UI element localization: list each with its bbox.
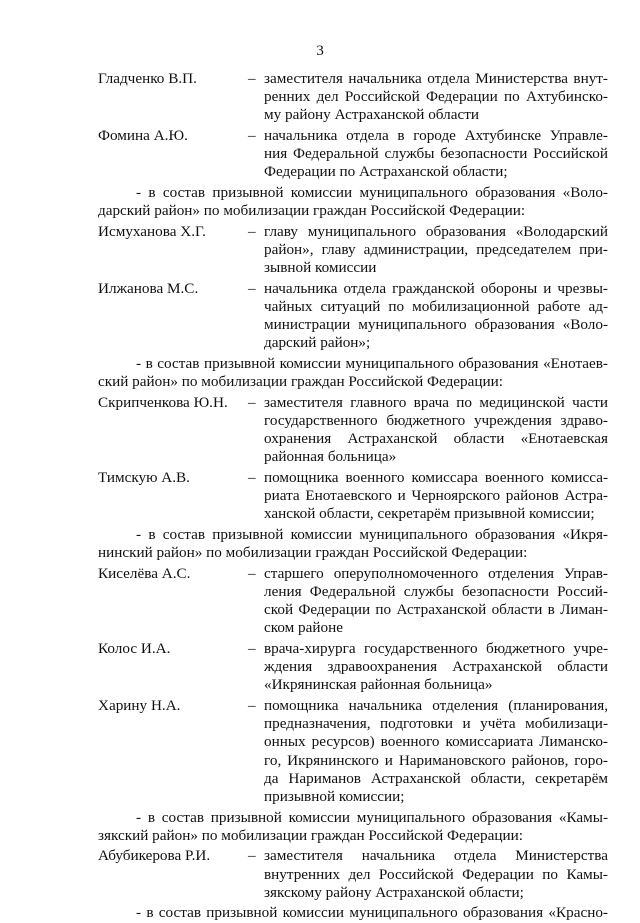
member-description (264, 469, 608, 524)
text-line: зякскому району Астраханской области; (264, 883, 524, 901)
text-line: заместителя главного врача по медицинской части (264, 393, 608, 411)
text-line: - в состав призывной комиссии муниципального образования «Камы- (136, 808, 608, 826)
dash-separator: – (248, 640, 256, 657)
dash-separator: – (248, 70, 256, 87)
text-line: внутренних дел Российской Федерации по Камы- (264, 865, 608, 883)
text-line: «Икрянинская районная больница» (264, 676, 493, 694)
text-line: чайных ситуаций по мобилизационной работе ад- (264, 297, 608, 315)
member-name: Исмуханова Х.Г. (98, 222, 206, 240)
member-description (264, 223, 608, 278)
member-entry (98, 70, 608, 125)
text-line: да Нариманов Астраханской области, секретарём (264, 769, 608, 787)
text-line: ренних дел Российской Федерации по Ахтубинско- (264, 88, 608, 106)
text-line: районная больница» (264, 448, 397, 466)
text-line: врача-хирурга государственного бюджетного учре- (264, 640, 608, 657)
member-description (264, 640, 608, 695)
member-name: Харину Н.А. (98, 697, 181, 714)
text-line: охранения Астраханской области «Енотаевская (264, 430, 608, 448)
text-line: предназначения, подготовки и учёта мобилизаци- (264, 715, 608, 733)
text-line: государственного бюджетного учреждения здраво- (264, 411, 608, 429)
member-entry (98, 469, 608, 524)
text-line: старшего оперуполномоченного отделения Управ- (264, 564, 608, 582)
text-line: ния Федеральной службы безопасности Российской (264, 145, 608, 163)
member-description (264, 565, 608, 638)
text-line: нинский район» по мобилизации граждан Российской Федерации: (98, 544, 528, 562)
member-entry (98, 127, 608, 182)
text-line: начальника отдела гражданской обороны и чрезвы- (264, 279, 608, 297)
dash-separator: – (248, 469, 256, 486)
text-line: министрации муниципального образования «Воло- (264, 316, 608, 334)
member-entry (98, 280, 608, 353)
dash-separator: – (248, 847, 256, 865)
dash-separator: – (248, 697, 256, 714)
page-number: 3 (316, 42, 324, 59)
commission-section-heading (98, 809, 608, 845)
member-entry (98, 847, 608, 902)
member-description (264, 280, 608, 353)
text-line: ский район» по мобилизации граждан Российской Федерации: (98, 373, 503, 391)
member-name: Гладченко В.П. (98, 70, 197, 87)
dash-separator: – (248, 564, 256, 582)
dash-separator: – (248, 222, 256, 240)
member-name: Илжанова М.С. (98, 279, 199, 297)
text-line: район», главу администрации, председателем при- (264, 240, 608, 258)
text-line: ханской области, секретарём призывной комиссии; (264, 505, 595, 523)
member-name: Абубикерова Р.И. (98, 847, 211, 865)
text-line: дарский район»; (264, 334, 371, 352)
commission-section-heading (98, 904, 608, 922)
member-description (264, 847, 608, 902)
member-description (264, 697, 608, 806)
text-line: начальника отдела в городе Ахтубинске Управле- (264, 127, 608, 144)
text-line: ления Федеральной службы безопасности Россий- (264, 582, 608, 600)
member-name: Киселёва А.С. (98, 564, 191, 582)
text-line: онных ресурсов) военного комиссариата Лиманско- (264, 733, 608, 751)
text-line: - в состав призывной комиссии муниципального образования «Икря- (136, 526, 608, 543)
text-line: помощника начальника отделения (планирования, (264, 697, 608, 714)
member-entry (98, 394, 608, 467)
text-line: го, Икрянинского и Наримановского районов, горо- (264, 751, 608, 769)
text-line: главу муниципального образования «Володарский (264, 222, 608, 240)
member-entry (98, 565, 608, 638)
text-line: дарский район» по мобилизации граждан Российской Федерации: (98, 202, 526, 220)
text-line: призывной комиссии; (264, 787, 405, 805)
dash-separator: – (248, 279, 256, 297)
commission-section-heading (98, 184, 608, 220)
member-description (264, 70, 608, 125)
text-line: зывной комиссии (264, 259, 377, 277)
text-line: заместителя начальника отдела Министерства внут- (264, 70, 608, 87)
member-entry (98, 223, 608, 278)
member-description (264, 394, 608, 467)
text-line: - в состав призывной комиссии муниципального образования «Воло- (136, 184, 608, 201)
member-description (264, 127, 608, 182)
text-line: - в состав призывной комиссии муниципального образования «Красно- (136, 904, 608, 922)
text-line: зякский район» по мобилизации граждан Российской Федерации: (98, 826, 523, 844)
member-entry (98, 697, 608, 806)
dash-separator: – (248, 127, 256, 144)
text-line: заместителя начальника отдела Министерства (264, 847, 608, 865)
text-line: ской Федерации по Астраханской области в Лиман- (264, 601, 608, 619)
dash-separator: – (248, 393, 256, 411)
text-line: - в состав призывной комиссии муниципального образования «Енотаев- (136, 355, 608, 372)
text-line: ждения здравоохранения Астраханской области (264, 658, 608, 676)
member-name: Скрипченкова Ю.Н. (98, 393, 228, 411)
text-line: помощника военного комиссара военного комисса- (264, 469, 608, 486)
text-line: ском районе (264, 619, 343, 637)
commission-section-heading (98, 526, 608, 562)
member-name: Колос И.А. (98, 640, 171, 657)
text-line: Федерации по Астраханской области; (264, 163, 508, 181)
text-line: риата Енотаевского и Черноярского районов Астра- (264, 487, 608, 505)
commission-section-heading (98, 355, 608, 391)
text-line: му району Астраханской области (264, 106, 479, 124)
member-name: Тимскую А.В. (98, 469, 190, 486)
member-name: Фомина А.Ю. (98, 127, 188, 144)
member-entry (98, 640, 608, 695)
